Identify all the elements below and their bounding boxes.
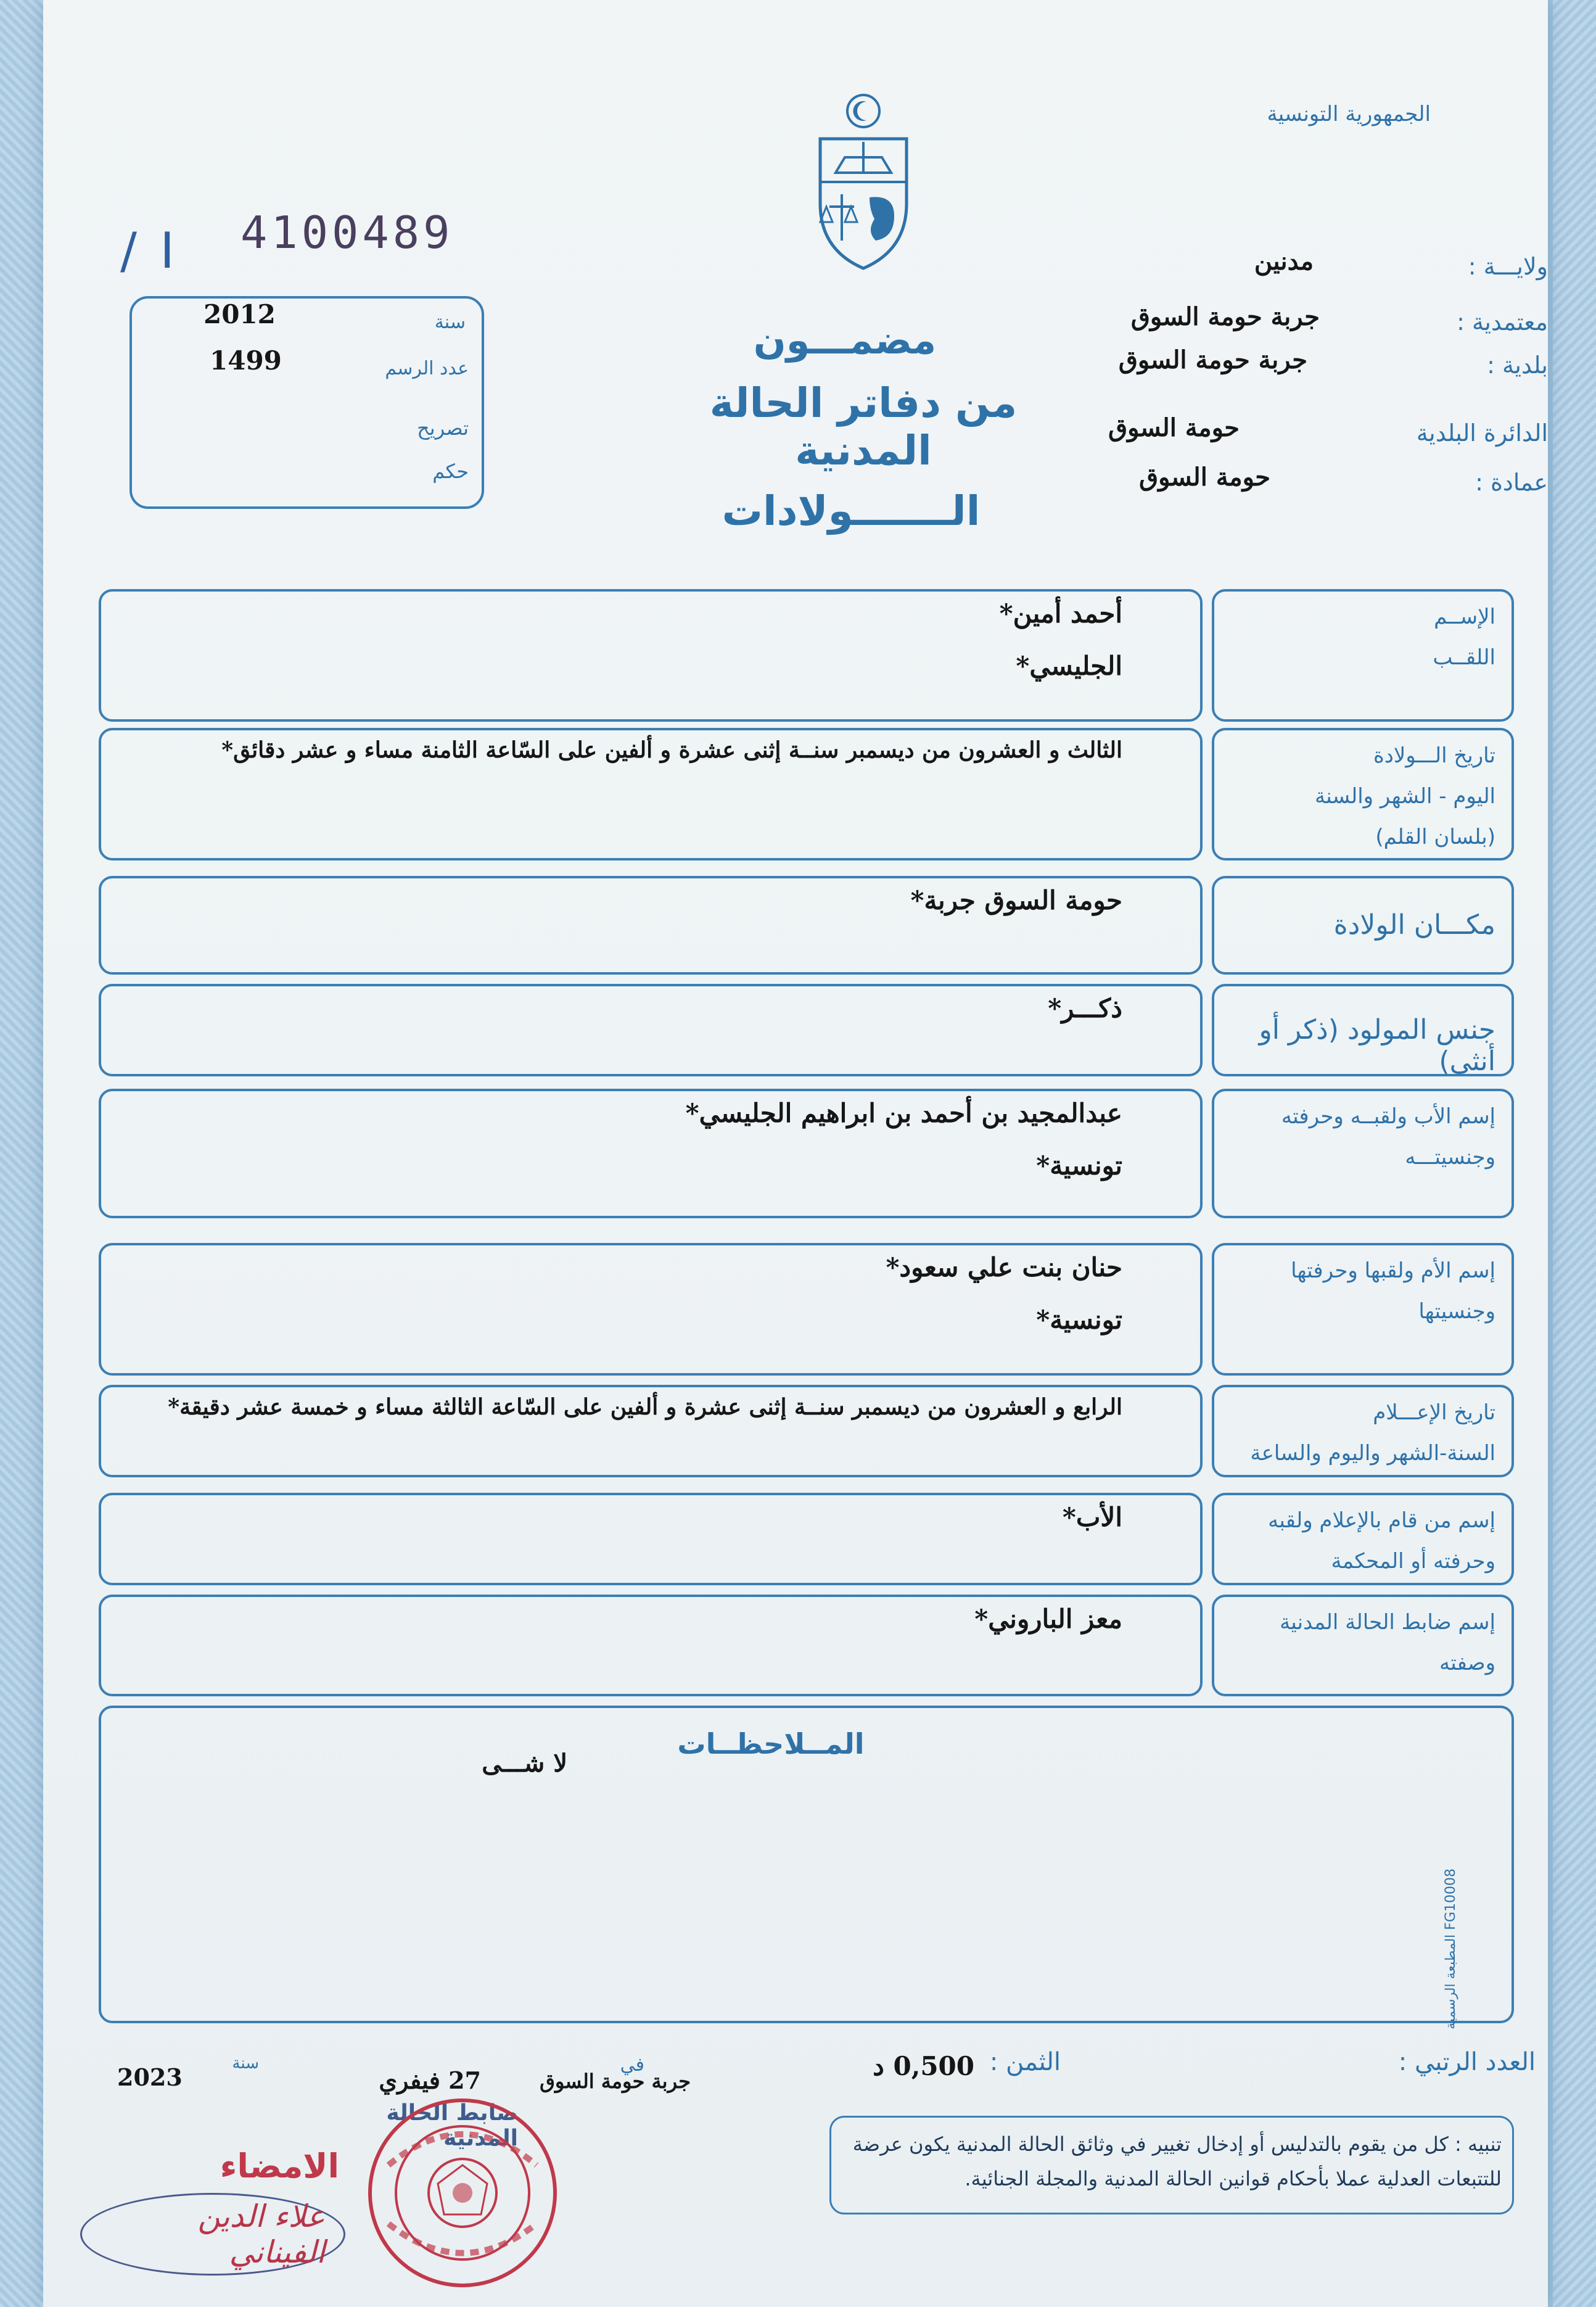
record-value: حومة السوق جربة*: [910, 885, 1122, 915]
year-value: 2012: [204, 299, 276, 329]
record-label: اليوم - الشهر والسنة: [1315, 784, 1495, 809]
header-field-label: الدائرة البلدية: [1416, 419, 1548, 447]
record-number-label: عدد الرسم: [385, 358, 469, 379]
record-value: ذكـــر*: [1048, 993, 1122, 1023]
header-field-label: ولايـــة :: [1468, 253, 1548, 280]
record-value: الرابع و العشرون من ديسمبر سنــة إثنى عشرة و ألفين على السّاعة الثالثة مساء و خمسة عشر دقيقة*: [168, 1394, 1122, 1420]
remarks-value: لا شـــى: [482, 1749, 567, 1778]
place-in-label: في: [620, 2054, 644, 2076]
record-value: حنان بنت علي سعود*: [886, 1252, 1122, 1282]
decorative-border-left: [0, 0, 43, 2307]
record-label: (بلسان القلم): [1375, 825, 1495, 849]
remarks-title: المــلاحظــات: [677, 1727, 865, 1760]
place-value: جربة حومة السوق: [540, 2070, 691, 2093]
record-label: إسم الأب ولقبــه وحرفته: [1281, 1104, 1495, 1129]
record-label: وجنسيتها: [1418, 1299, 1495, 1324]
record-label: إسم ضابط الحالة المدنية: [1280, 1610, 1495, 1635]
header-field-value: جربة حومة السوق: [1118, 345, 1307, 374]
record-value: معز الباروني*: [974, 1604, 1122, 1634]
header-field-value: حومة السوق: [1108, 413, 1240, 442]
sequence-number-label: العدد الرتبي :: [1398, 2048, 1536, 2076]
year-label: سنة: [434, 312, 466, 333]
price-value: 0,500 د: [873, 2051, 974, 2081]
printer-mark: المطبعة الرسمية FG10008: [1443, 1868, 1458, 2029]
record-label: اللقــب: [1433, 645, 1495, 670]
record-value: تونسية*: [1036, 1150, 1122, 1181]
header-field-value: جربة حومة السوق: [1130, 302, 1320, 331]
decorative-border-right: [1553, 0, 1596, 2307]
record-value: تونسية*: [1036, 1305, 1122, 1335]
record-label: السنة-الشهر واليوم والساعة: [1250, 1441, 1495, 1466]
record-label: تاريخ الإعـــلام: [1373, 1400, 1495, 1425]
record-label: الإســم: [1434, 605, 1495, 629]
republic-heading: الجمهورية التونسية: [1267, 102, 1431, 126]
record-label: تاريخ الـــولادة: [1373, 743, 1495, 768]
record-label: إسم الأم ولقبها وحرفتها: [1291, 1258, 1495, 1283]
header-field-label: بلدية :: [1487, 352, 1548, 379]
title-content: مضمـــون: [753, 318, 937, 363]
officer-title: ضابط الحالة المدنية: [386, 2100, 518, 2151]
record-value: الجليسي*: [1016, 651, 1122, 681]
legal-notice: تنبيه : كل من يقوم بالتدليس أو إدخال تغيير في وثائق الحالة المدنية يكون عرضة للتتبعات العدلية عملا بأحكام قوانين الحالة المدنية والمجلة الجنائية.: [852, 2132, 1502, 2190]
record-value: عبدالمجيد بن أحمد بن ابراهيم الجليسي*: [685, 1098, 1122, 1128]
title-civil-registry: من دفاتر الحالة المدنية: [709, 379, 1018, 474]
record-label: وجنسيتـــه: [1405, 1145, 1495, 1170]
header-field-value: مدنين: [1254, 247, 1314, 276]
declaration-label: تصريح: [417, 416, 469, 440]
municipal-stamp-icon: [364, 2091, 561, 2295]
date-value: 27 فيفري: [379, 2066, 481, 2094]
record-label: وصفته: [1439, 1651, 1495, 1675]
header-field-label: معتمدية :: [1457, 308, 1548, 336]
record-label: مكـــان الولادة: [1333, 909, 1495, 941]
serial-number: 4100489: [241, 207, 454, 258]
judgment-label: حكم: [432, 460, 469, 483]
year-label-footer: سنة: [232, 2054, 259, 2073]
year-value-footer: 2023: [117, 2063, 183, 2091]
record-label: جنس المولود (ذكر أو أنثى): [1259, 1014, 1495, 1077]
serial-prefix: / I: [120, 222, 178, 279]
record-value: أحمد أمين*: [999, 598, 1122, 629]
header-field-label: عمادة :: [1475, 469, 1548, 496]
record-label: وحرفته أو المحكمة: [1331, 1549, 1495, 1574]
price-label: الثمن :: [989, 2048, 1061, 2076]
signature-name: علاء الدين الفيناني: [80, 2193, 345, 2276]
record-value: الثالث و العشرون من ديسمبر سنــة إثنى عشرة و ألفين على السّاعة الثامنة مساء و عشر دقائق*: [221, 737, 1122, 763]
signature-label: الامضاء: [220, 2147, 339, 2185]
tunisia-coat-of-arms-icon: [808, 93, 919, 271]
header-field-value: حومة السوق: [1139, 463, 1270, 492]
title-births: الـــــــولادات: [722, 487, 981, 535]
record-value: الأب*: [1062, 1502, 1122, 1532]
record-label: إسم من قام بالإعلام ولقبه: [1268, 1508, 1495, 1533]
record-number-value: 1499: [210, 345, 282, 376]
